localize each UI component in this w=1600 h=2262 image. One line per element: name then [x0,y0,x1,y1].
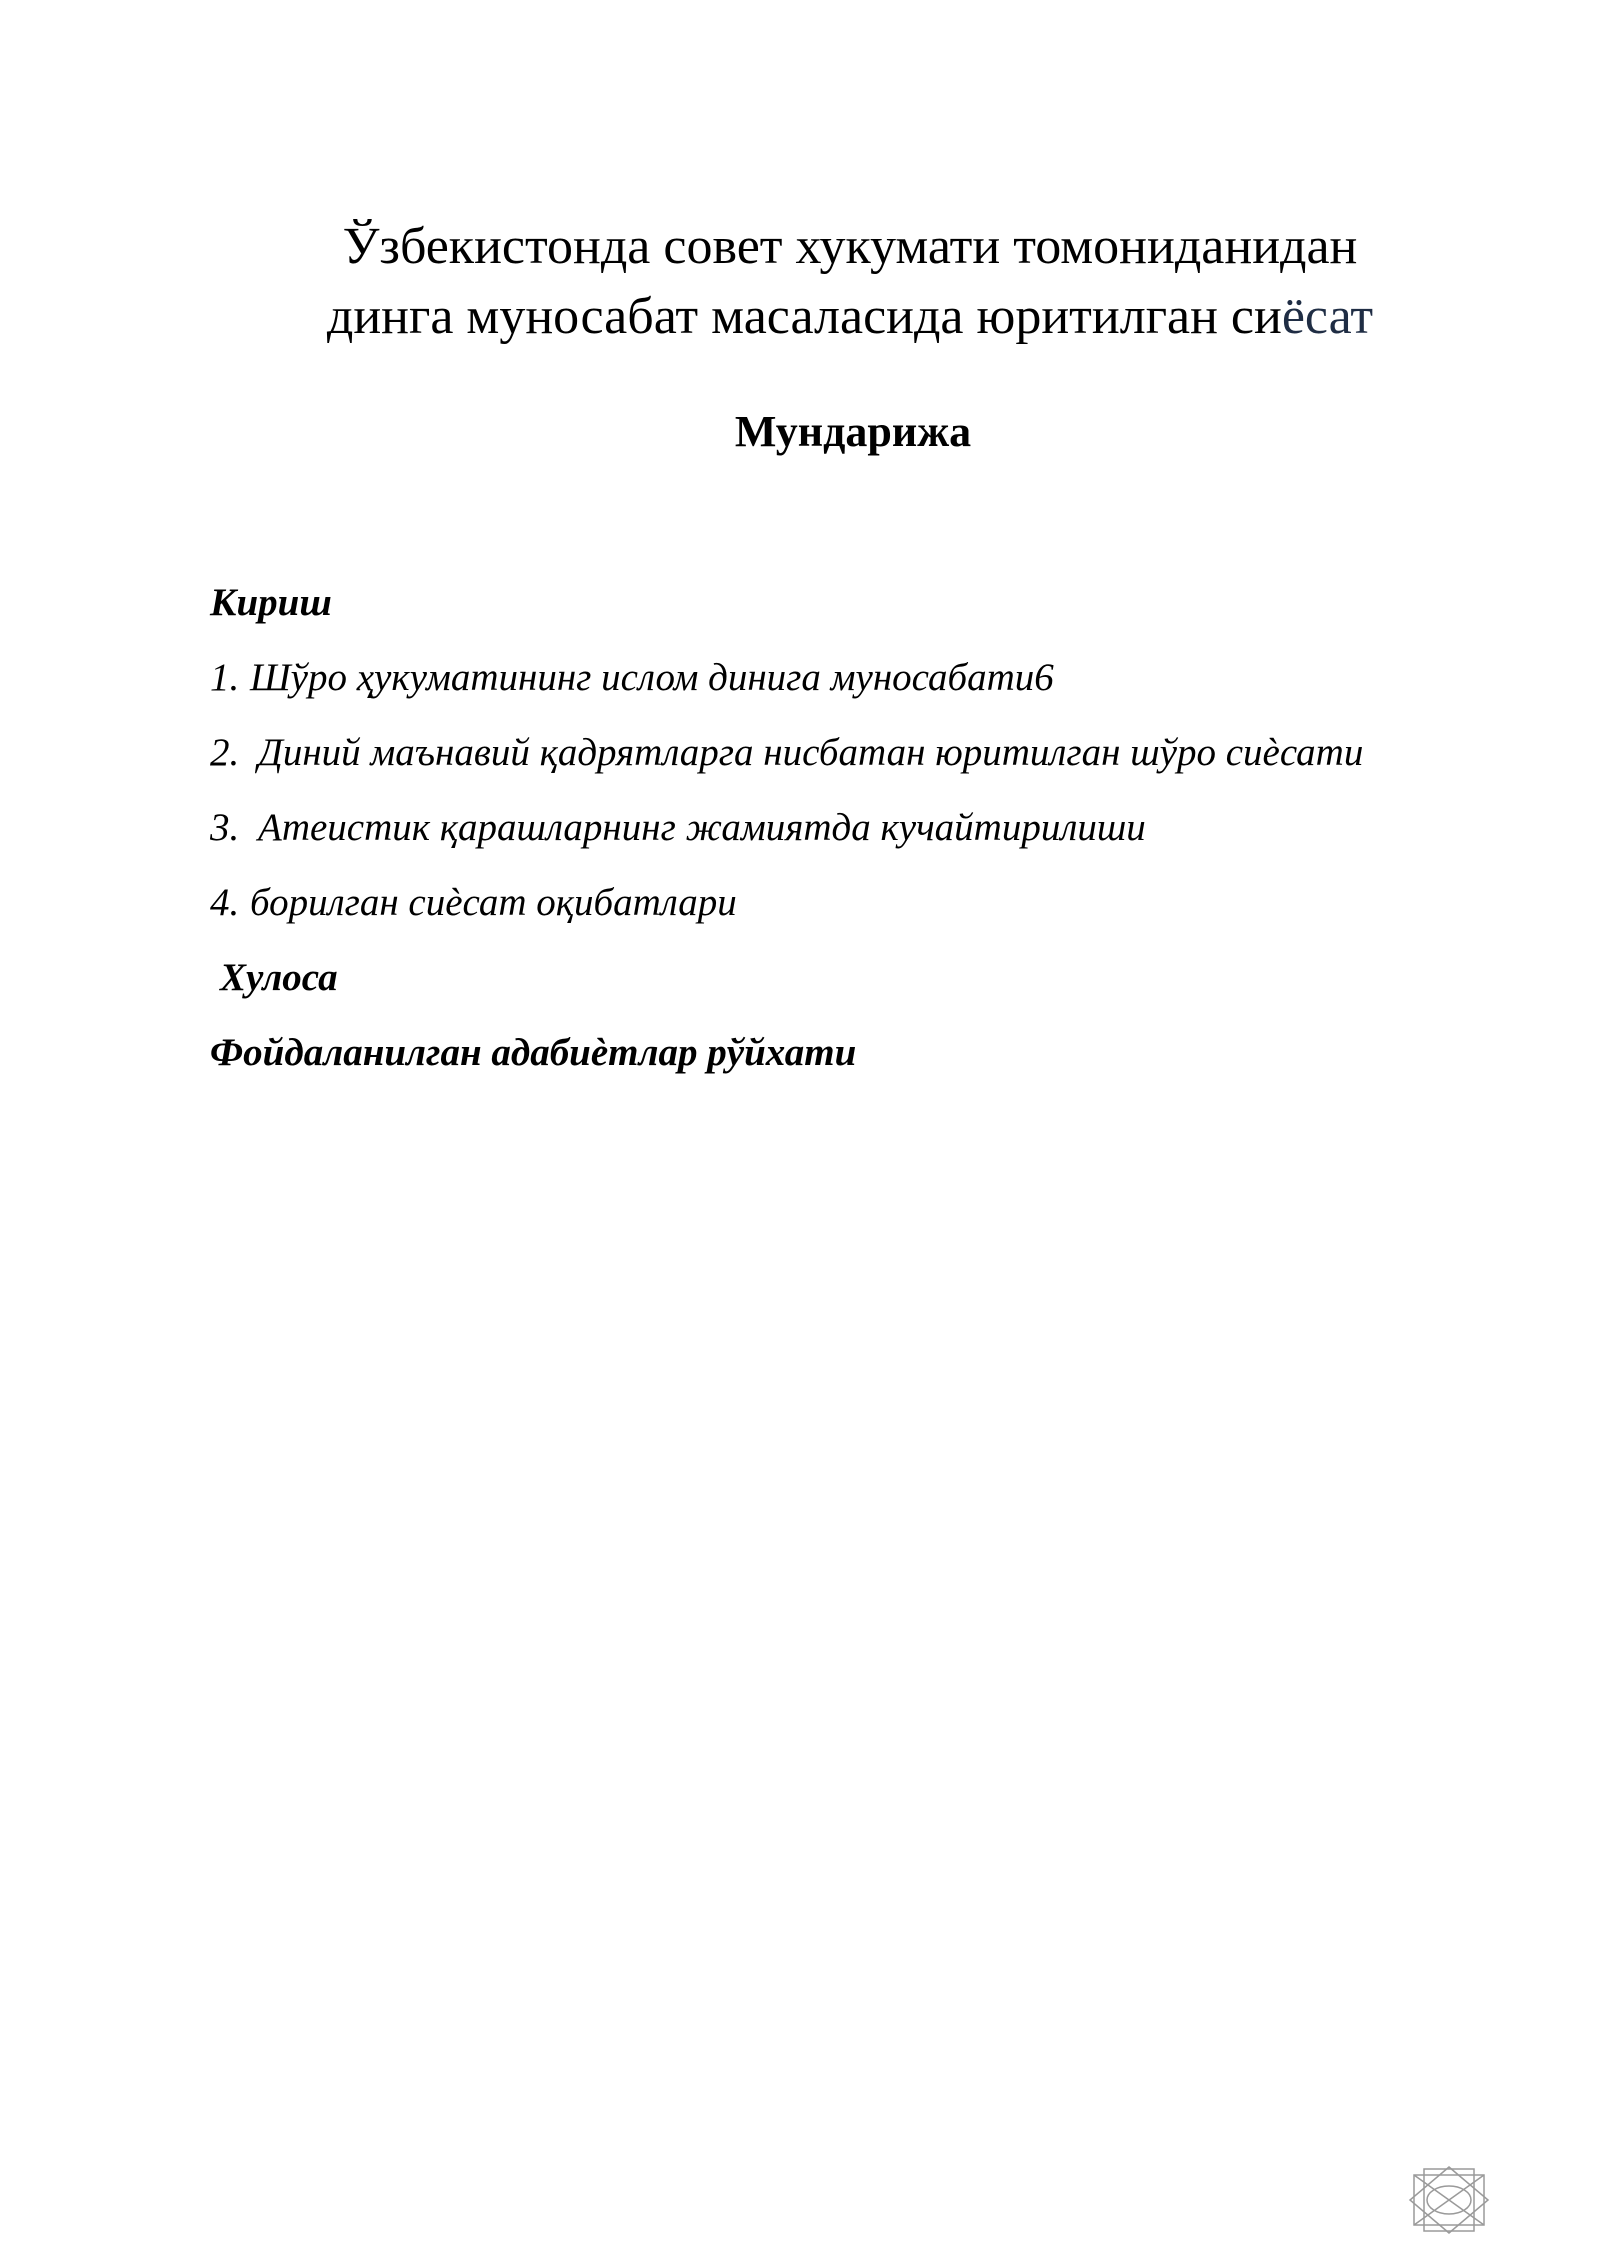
toc-item-text: борилган сиѐсат оқибатлари [250,881,737,924]
toc-heading: Мундарижа [734,407,972,456]
toc-item-number: 1. [210,656,240,699]
toc-item-text: Атеистик қарашларнинг жамиятда кучайтирилиши [258,806,1146,849]
toc-item-conclusion [210,948,1363,1023]
toc-item-1 [210,648,1363,723]
toc-item-4 [210,873,1363,948]
toc-item-3 [210,798,1363,873]
title-line-2-tail: ёсат [1281,288,1374,345]
toc-item-references [210,1023,1363,1098]
title-line-1: Ўзбекистонда совет хукумати томониданидан [342,218,1358,275]
toc-item-number: 4. [210,881,240,924]
toc-item-number: 2. [210,731,240,774]
toc-item-text: Кириш [210,581,332,624]
toc-item-text: Шўро ҳукуматининг ислом динига муносабати6 [250,656,1054,699]
toc-item-text: Фойдаланилган адабиѐтлар рўйхати [210,1031,857,1074]
toc-item-2 [210,723,1363,798]
toc-item-intro [210,573,1363,648]
toc-item-text: Хулоса [220,956,338,999]
title-line-2-main: динга муносабат масаласида юритилган си [326,288,1282,345]
toc-item-text: Диний маънавий қадрятларга нисбатан юритилган шўро сиѐсати [258,731,1364,774]
toc-item-number: 3. [210,806,240,849]
table-of-contents [210,573,1363,1098]
ornament-logo-icon [1406,2165,1492,2235]
